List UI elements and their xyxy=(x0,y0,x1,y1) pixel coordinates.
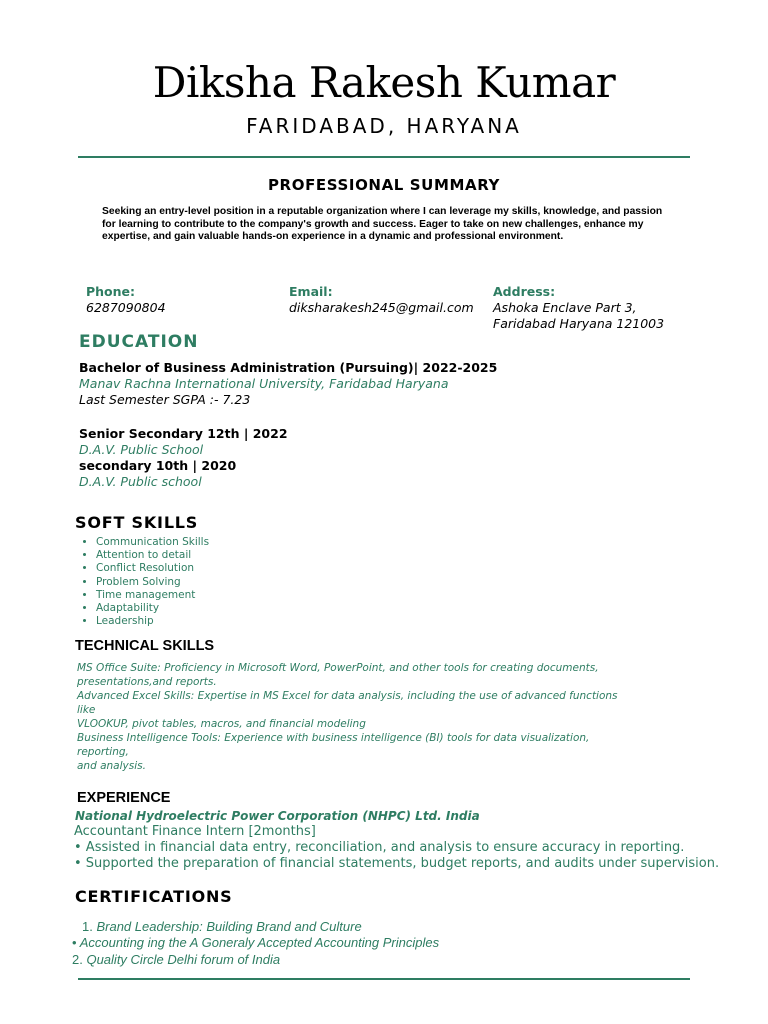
certification-text: Quality Circle Delhi forum of India xyxy=(86,952,281,967)
certification-item xyxy=(82,919,362,934)
header-divider xyxy=(78,156,690,158)
technical-skill-line: like xyxy=(77,704,96,716)
soft-skill-item: • Time management xyxy=(96,589,209,602)
soft-skill-item: • Adaptability xyxy=(96,602,209,615)
soft-skill-item: • Problem Solving xyxy=(96,576,209,589)
certification-marker: • xyxy=(72,935,77,950)
technical-skill-line: MS Office Suite: Proficiency in Microsoft Word, PowerPoint, and other tools for creating documents, xyxy=(77,662,599,674)
soft-skill-item: • Communication Skills xyxy=(96,536,209,549)
education-degree-note: Last Semester SGPA :- 7.23 xyxy=(79,392,251,407)
address-line1: Ashoka Enclave Part 3, xyxy=(493,300,637,315)
education-10th-title: secondary 10th | 2020 xyxy=(79,458,237,473)
experience-point: • Assisted in financial data entry, reconciliation, and analysis to ensure accuracy in reporting. xyxy=(74,840,685,855)
summary-heading: PROFESSIONAL SUMMARY xyxy=(267,176,501,194)
soft-skills-heading: SOFT SKILLS xyxy=(75,513,199,532)
education-heading: EDUCATION xyxy=(79,332,199,352)
email-value[interactable]: diksharakesh245@gmail.com xyxy=(289,300,474,315)
technical-skill-line: reporting, xyxy=(77,746,129,758)
phone-label: Phone: xyxy=(86,284,136,299)
summary-line: for learning to contribute to the company's growth and success. Eager to take on new challenges, enhance my xyxy=(102,218,644,230)
technical-skill-line: and analysis. xyxy=(77,760,146,772)
experience-heading: EXPERIENCE xyxy=(77,790,171,806)
candidate-name: Diksha Rakesh Kumar xyxy=(152,58,616,107)
summary-line: expertise, and gain valuable hands-on experience in a dynamic and professional environment. xyxy=(102,231,564,242)
experience-point: • Supported the preparation of financial statements, budget reports, and audits under supervision. xyxy=(74,856,720,871)
email-label: Email: xyxy=(289,284,333,299)
experience-role: Accountant Finance Intern [2months] xyxy=(74,824,316,839)
footer-divider xyxy=(78,978,690,980)
address-line2: Faridabad Haryana 121003 xyxy=(493,316,665,331)
certification-item xyxy=(72,935,439,950)
phone-value: 6287090804 xyxy=(86,300,166,315)
address-label: Address: xyxy=(493,284,556,299)
soft-skill-item: • Leadership xyxy=(96,615,209,628)
technical-skill-line: VLOOKUP, pivot tables, macros, and financial modeling xyxy=(77,718,366,730)
education-12th-title: Senior Secondary 12th | 2022 xyxy=(79,426,288,441)
education-degree-title: Bachelor of Business Administration (Pursuing)| 2022-2025 xyxy=(79,360,498,375)
certification-text: Brand Leadership: Building Brand and Culture xyxy=(96,919,362,934)
candidate-location: FARIDABAD, HARYANA xyxy=(246,114,522,138)
education-10th-institution: D.A.V. Public school xyxy=(79,474,202,489)
technical-skill-line: presentations,and reports. xyxy=(77,676,217,688)
summary-text xyxy=(102,206,672,244)
technical-skills-heading: TECHNICAL SKILLS xyxy=(75,638,215,654)
certification-item xyxy=(72,952,280,967)
technical-skill-line: Business Intelligence Tools: Experience with business intelligence (BI) tools for data visualization, xyxy=(77,732,590,744)
soft-skill-item: • Conflict Resolution xyxy=(96,562,209,575)
education-degree-institution: Manav Rachna International University, Faridabad Haryana xyxy=(79,376,449,391)
technical-skills-text xyxy=(77,661,618,773)
experience-company: National Hydroelectric Power Corporation (NHPC) Ltd. India xyxy=(75,809,480,823)
technical-skill-line: Advanced Excel Skills: Expertise in MS Excel for data analysis, including the use of advanced functions xyxy=(77,690,618,702)
certification-text: Accounting ing the A Goneraly Accepted Accounting Principles xyxy=(79,935,440,950)
soft-skill-item: • Attention to detail xyxy=(96,549,209,562)
certification-marker: 2. xyxy=(72,952,83,967)
education-12th-institution: D.A.V. Public School xyxy=(79,442,204,457)
certifications-heading: CERTIFICATIONS xyxy=(75,887,233,906)
certification-marker: 1. xyxy=(82,919,93,934)
summary-line: Seeking an entry-level position in a reputable organization where I can leverage my skills, knowledge, and passion xyxy=(102,206,663,217)
soft-skills-list xyxy=(78,536,209,628)
